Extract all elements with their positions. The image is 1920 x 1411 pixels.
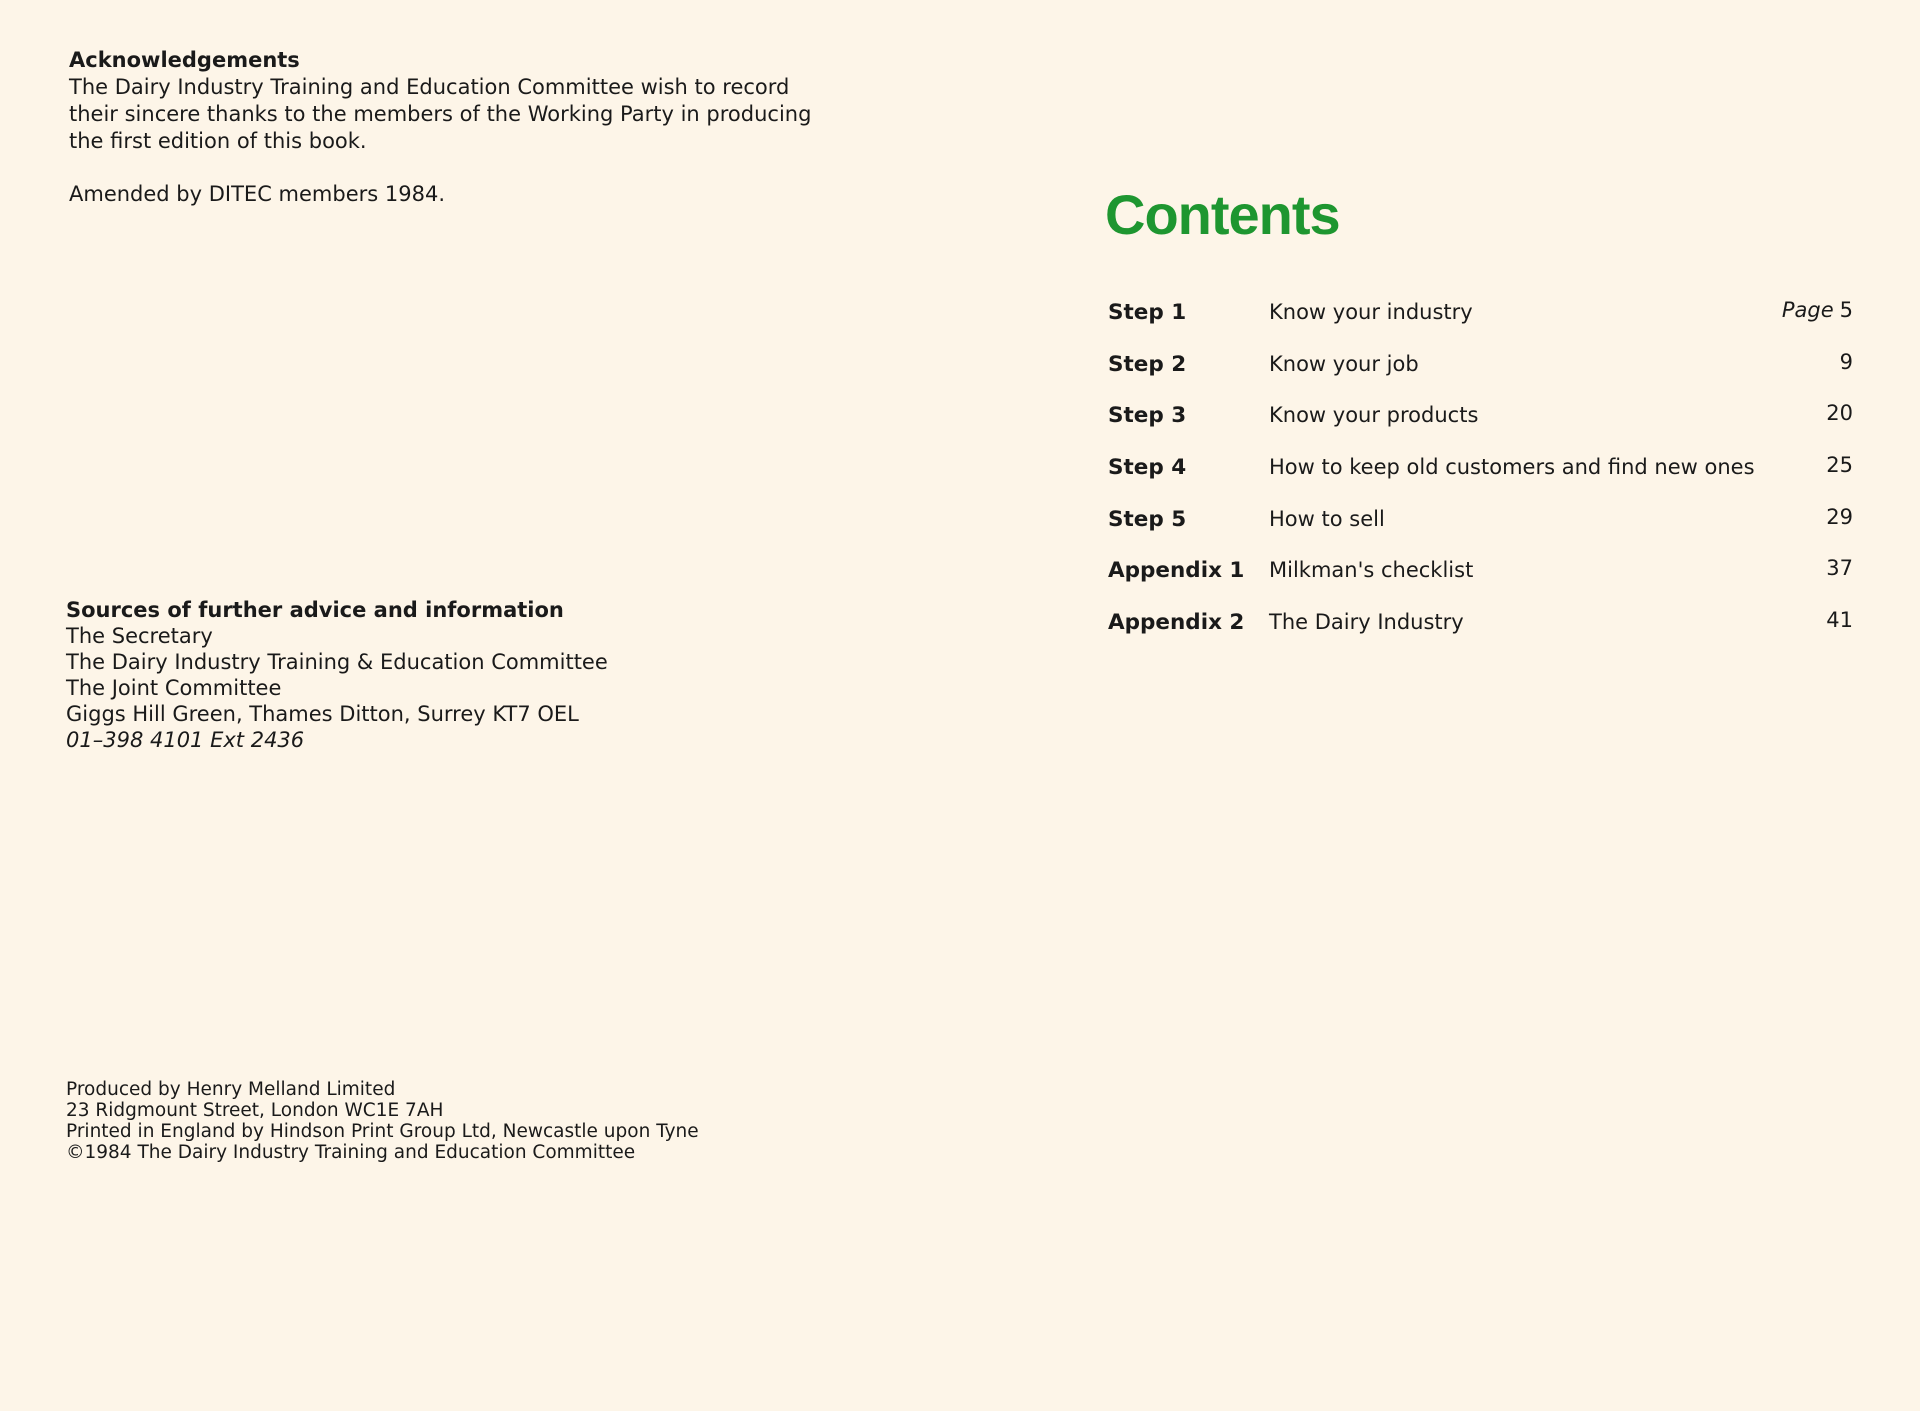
toc-page-number: 20 xyxy=(1826,401,1853,426)
toc-row xyxy=(1108,346,1853,398)
toc-title: Know your products xyxy=(1269,403,1479,428)
toc-page-number: 41 xyxy=(1826,608,1853,633)
toc-row xyxy=(1108,501,1853,553)
toc-page xyxy=(1782,298,1853,322)
toc-row xyxy=(1108,604,1853,656)
toc-step: Step 4 xyxy=(1108,455,1187,481)
production-credits xyxy=(66,1079,826,1163)
toc-page-number: 25 xyxy=(1826,453,1853,478)
sources-line: The Dairy Industry Training & Education Committee xyxy=(66,650,608,674)
contents-table xyxy=(1108,294,1853,656)
toc-step: Step 2 xyxy=(1108,351,1187,377)
toc-page-number: 9 xyxy=(1839,349,1853,374)
sources-section xyxy=(66,597,826,753)
toc-row xyxy=(1108,294,1853,346)
toc-title: How to keep old customers and find new ones xyxy=(1269,455,1755,480)
acknowledgements-text xyxy=(69,74,829,155)
acknowledgements-section xyxy=(69,47,829,208)
toc-step: Step 1 xyxy=(1108,300,1187,325)
sources-line: The Secretary xyxy=(66,624,213,648)
toc-page-number: 5 xyxy=(1839,298,1853,322)
toc-title: How to sell xyxy=(1269,506,1385,531)
acknowledgements-line: The Dairy Industry Training and Education Committee wish to record xyxy=(69,75,790,99)
toc-title: Milkman's checklist xyxy=(1269,558,1474,583)
sources-line: Giggs Hill Green, Thames Ditton, Surrey KT7 OEL xyxy=(66,702,579,726)
acknowledgements-line: the first edition of this book. xyxy=(69,129,367,153)
credits-line: ©1984 The Dairy Industry Training and Education Committee xyxy=(66,1142,636,1163)
toc-title: Know your industry xyxy=(1269,300,1473,324)
toc-step: Step 5 xyxy=(1108,506,1187,532)
sources-heading: Sources of further advice and information xyxy=(66,598,564,622)
toc-row xyxy=(1108,397,1853,449)
sources-line: The Joint Committee xyxy=(66,676,282,700)
credits-line: 23 Ridgmount Street, London WC1E 7AH xyxy=(66,1100,444,1121)
toc-step: Step 3 xyxy=(1108,403,1187,429)
credits-line: Printed in England by Hindson Print Group Ltd, Newcastle upon Tyne xyxy=(66,1121,699,1142)
contents-title: Contents xyxy=(1105,183,1340,246)
toc-page-number: 37 xyxy=(1826,556,1853,581)
toc-step: Appendix 1 xyxy=(1108,558,1245,584)
toc-title: The Dairy Industry xyxy=(1269,610,1464,635)
amended-note: Amended by DITEC members 1984. xyxy=(69,182,445,206)
toc-step: Appendix 2 xyxy=(1108,610,1245,636)
acknowledgements-heading: Acknowledgements xyxy=(69,48,300,72)
credits-line: Produced by Henry Melland Limited xyxy=(66,1079,396,1100)
toc-row xyxy=(1108,449,1853,501)
toc-page-number: 29 xyxy=(1826,504,1853,529)
sources-phone: 01–398 4101 Ext 2436 xyxy=(66,728,305,752)
page-word: Page xyxy=(1781,298,1834,322)
toc-row xyxy=(1108,552,1853,604)
acknowledgements-line: their sincere thanks to the members of the Working Party in producing xyxy=(69,102,812,126)
toc-title: Know your job xyxy=(1269,351,1419,376)
